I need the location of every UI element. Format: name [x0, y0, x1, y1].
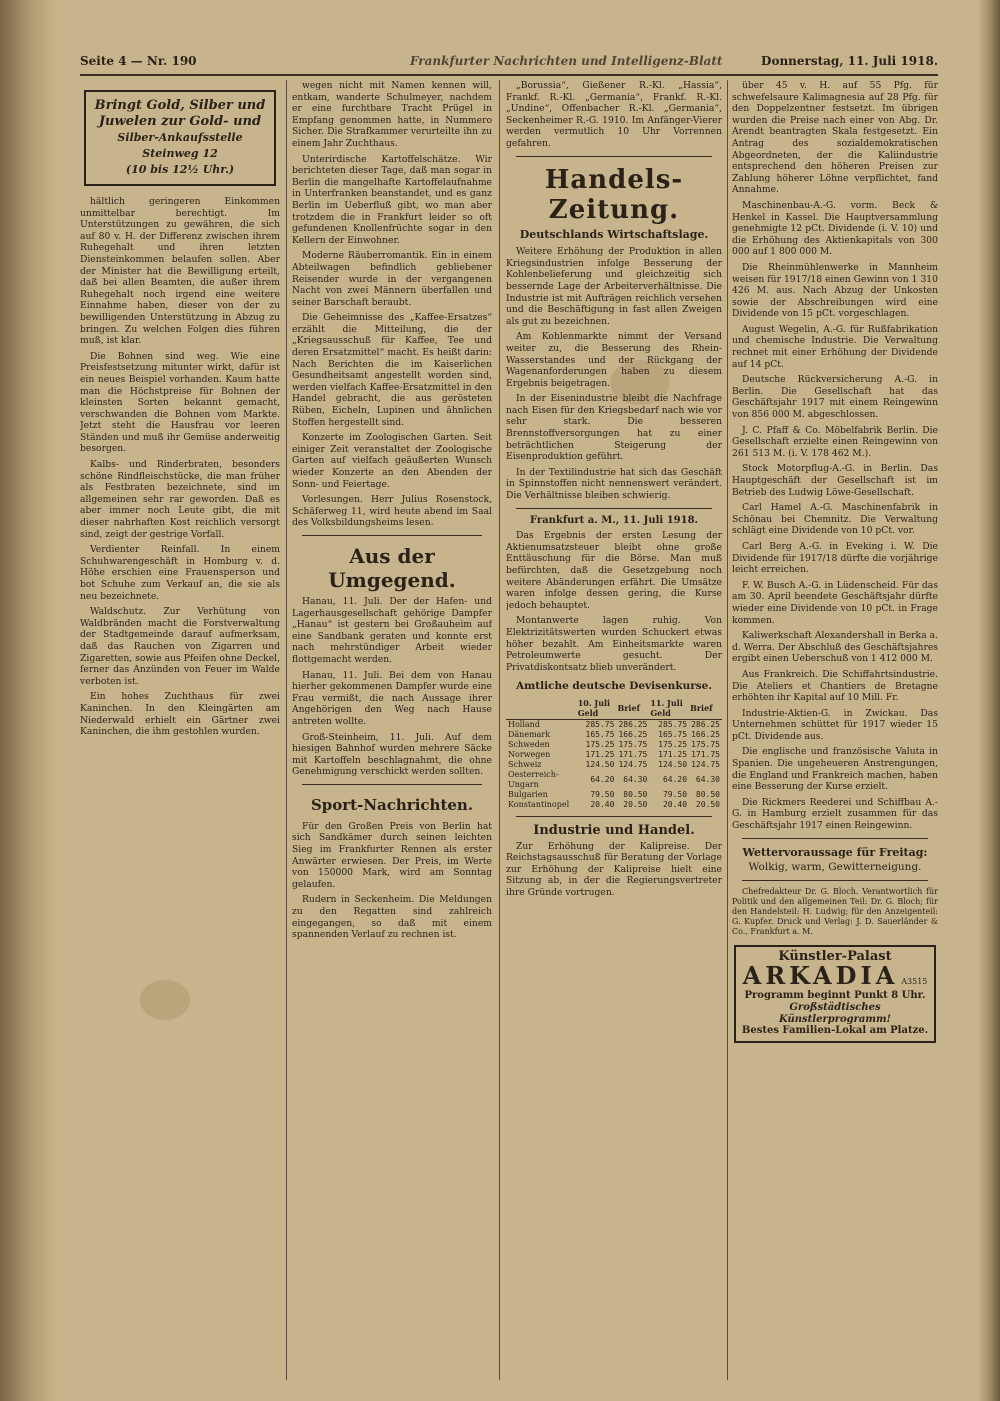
article-paragraph: hältlich geringeren Einkommen unmittelbar berechtigt. Im Unterstützungen zu gewähren, die sich auf 80 v. H. der Differenz zwischen ihrem Ruhegehalt und ihren letzten Diensteinkommen belaufen sollen. Aber der Minister hat die Bewilligung erteilt, daß bei allen Beamten, die außer ihrem Ruhegehalt noch irgend eine weitere Einnahme haben, dieser von der zu bewilligenden Unterstützung in Abzug zu bringen. Zu welchen Folgen dies führen muß, ist klar. [80, 196, 280, 347]
column-4 [732, 80, 938, 1380]
table-header [506, 697, 577, 720]
table-row [506, 730, 722, 740]
rate-cell: 124.50 [585, 759, 615, 769]
rate-cell: 171.75 [691, 749, 720, 759]
page-number: Seite 4 — Nr. 190 [80, 54, 197, 68]
article-paragraph: Verdienter Reinfall. In einem Schuhwarengeschäft in Homburg v. d. Höhe erschien eine Frauensperson und bot Schuhe zum Verkauf an, die sie als neu bezeichnete. [80, 544, 280, 602]
table-header: Brief [689, 697, 722, 720]
section-divider [516, 816, 712, 817]
section-divider [742, 838, 928, 839]
ad-line: (10 bis 12½ Uhr.) [125, 163, 235, 176]
section-heading-sport: Sport-Nachrichten. [310, 795, 474, 814]
currency-name-cell: Bulgarien [508, 789, 548, 799]
article-paragraph: Unterirdische Kartoffelschätze. Wir berichteten dieser Tage, daß man sogar in Berlin die mangelhafte Kartoffelaufnahme in Unterfranken beanstandet, und es ganz Berlin im Ueberfluß gibt, wo man aber trotzdem die in Frankfurt leider so oft gefundenen Knollenfrüchte sogar in den Kellern der Einwohner. [292, 153, 492, 246]
weather-forecast-title: Wettervoraussage für Freitag: [742, 845, 928, 859]
arkadia-line: Bestes Familien-Lokal am Platze. [741, 1025, 929, 1037]
article-paragraph: Maschinenbau-A.-G. vorm. Beck & Henkel in Kassel. Die Hauptversammlung genehmigte 12 pCt. Dividende (i. V. 10) und die Erhöhung des Aktienkapitals von 300 000 auf 1 800 000 M. [732, 199, 938, 258]
rate-cell: 165.75 [658, 729, 688, 739]
article-paragraph: Die Geheimnisse des „Kaffee-Ersatzes“ erzählt die Mitteilung, die der „Kriegsausschuß für Kaffee, Tee und deren Ersatzmittel“ macht. Es heißt darin: Nach Berichten die im Kaiserlichen Gesundheitsamt angestellt worden sind, werden vielfach Kaffee-Ersatzmittel in den Handel gebracht, die aus gerösteten Rüben, Eicheln, Lupinen und ähnlichen Stoffen hergestellt sind. [292, 312, 492, 428]
article-paragraph: F. W. Busch A.-G. in Lüdenscheid. Für das am 30. April beendete Geschäftsjahr dürfte wieder eine Dividende von 10 pCt. in Frage kommen. [732, 579, 938, 626]
rate-cell: 20.50 [623, 799, 648, 809]
arkadia-name: ARKADIA [742, 961, 899, 991]
rate-cell: 124.50 [658, 759, 688, 769]
section-divider [516, 508, 712, 509]
article-paragraph: Die Rheinmühlenwerke in Mannheim weisen für 1917/18 einen Gewinn von 1 310 426 M. aus. Nach Abzug der Unkosten sowie der Abschreibungen wird eine Dividende von 15 pCt. vorgeschlagen. [732, 261, 938, 320]
rate-cell: 80.50 [695, 789, 720, 799]
currency-name-cell: Dänemark [508, 729, 551, 739]
rate-cell: 80.50 [623, 789, 648, 799]
article-paragraph: Weitere Erhöhung der Produktion in allen Kriegsindustrien infolge Besserung der Kohlenbelieferung und gleichzeitig sich bessernde Lage der Arbeiterverhältnisse. Die Industrie ist mit Aufträgen reichlich versehen und die Beschäftigung in fast allen Zweigen als gut zu bezeichnen. [506, 246, 722, 327]
ad-line: Silber-Ankaufsstelle Steinweg 12 [117, 131, 243, 160]
rate-cell: 175.25 [585, 739, 615, 749]
rate-cell: 64.30 [695, 774, 720, 784]
rate-cell: 166.25 [691, 729, 720, 739]
rate-cell: 124.75 [691, 759, 720, 769]
article-paragraph: „Borussia“, Gießener R.-Kl. „Hassia“, Frankf. R.-Kl. „Germania“, Frankf. R.-Kl. „Undine“, Offenbacher R.-Kl. „Germania“, Seckenheimer R.-G. 1910. Im Anfänger-Vierer werden vermutlich 10 Uhr Vorrennen gefahren. [506, 80, 722, 149]
rate-cell: 286.25 [618, 719, 648, 729]
article-paragraph: Zur Erhöhung der Kalipreise. Der Reichstagsausschuß für Beratung der Vorlage zur Erhöhung der Kalipreise hielt eine Sitzung ab, in der die Regierungsvertreter ihre Gründe vortrugen. [506, 840, 722, 898]
rate-cell: 64.30 [623, 774, 648, 784]
ad-line: Bringt Gold, Silber und [94, 98, 266, 113]
article-paragraph: Carl Berg A.-G. in Eveking i. W. Die Dividende für 1917/18 dürfte die vorjährige leicht erreichen. [732, 540, 938, 576]
rate-cell: 165.75 [585, 729, 615, 739]
article-paragraph: Groß-Steinheim, 11. Juli. Auf dem hiesigen Bahnhof wurden mehrere Säcke mit Kartoffeln beschlagnahmt, die ohne Genehmigung verschickt werden sollten. [292, 731, 492, 778]
rate-cell: 171.75 [618, 749, 648, 759]
section-subheading: Deutschlands Wirtschaftslage. [519, 227, 709, 241]
article-paragraph: Vorlesungen. Herr Julius Rosenstock, Schäferweg 11, wird heute abend im Saal des Volksbildungsheims lesen. [292, 494, 492, 529]
rate-cell: 20.40 [590, 799, 615, 809]
devisen-table-body [506, 719, 722, 810]
section-divider [516, 156, 712, 157]
currency-name-cell: Schweden [508, 739, 550, 749]
arkadia-advertisement [734, 945, 936, 1043]
article-paragraph: Montanwerte lagen ruhig. Von Elektrizitätswerten wurden Schuckert etwas höher bezahlt. Am Einheitsmarkte waren Petroleumwerte gesucht. Der Privatdiskontsatz blieb unverändert. [506, 615, 722, 673]
table-header: 10. Juli Geld [577, 697, 617, 720]
rate-cell: 64.20 [590, 774, 615, 784]
page-header [80, 52, 938, 76]
gold-silver-advertisement [84, 90, 276, 186]
newspaper-title: Frankfurter Nachrichten und Intelligenz-Blatt [410, 54, 723, 68]
section-heading-umgegend: Aus der Umgegend. [328, 543, 456, 592]
table-row [506, 719, 722, 730]
article-paragraph: Kaliwerkschaft Alexandershall in Berka a. d. Werra. Der Abschluß des Geschäftsjahres ergibt einen Ueberschuß von 1 412 000 M. [732, 630, 938, 665]
article-paragraph: Konzerte im Zoologischen Garten. Seit einiger Zeit veranstaltet der Zoologische Garten auf vielfach geäußerten Wunsch wieder Konzerte an den Abenden der Sonn- und Feiertage. [292, 432, 492, 490]
article-paragraph: In der Textilindustrie hat sich das Geschäft in Spinnstoffen nicht nennenswert verändert. Die Verhältnisse bleiben schwierig. [506, 466, 722, 502]
editor-imprint: Chefredakteur Dr. G. Bloch. Verantwortlich für Politik und den allgemeinen Teil: Dr. G. Bloch; für den Handelsteil: H. Ludwig; für den Anzeigenteil: G. Kupfer. Druck und Verlag: J. D. Sauerländer & Co., Frankfurt a. M. [732, 886, 938, 936]
article-paragraph: Moderne Räuberromantik. Ein in einem Abteilwagen befindlich gebliebener Reisender wurde in der vergangenen Nacht von zwei Männern überfallen und seiner Barschaft beraubt. [292, 250, 492, 308]
rate-cell: 175.75 [691, 739, 720, 749]
rate-cell: 285.75 [658, 719, 688, 729]
rate-cell: 64.20 [662, 774, 688, 784]
article-paragraph: Industrie-Aktien-G. in Zwickau. Das Unternehmen schüttet für 1917 wieder 15 pCt. Dividende aus. [732, 707, 938, 742]
column-rule [727, 80, 728, 1380]
rate-cell: 20.50 [695, 799, 720, 809]
weather-forecast-text: Wolkig, warm, Gewitterneigung. [748, 861, 922, 874]
article-paragraph: Das Ergebnis der ersten Lesung der Aktienumsatzsteuer bleibt ohne große Enttäuschung für die Börse. Man muß befürchten, daß die Gesetzgebung noch weitere Abänderungen erfährt. Die Umsätze waren infolge dessen gering, die Kurse jedoch behauptet. [506, 530, 722, 611]
table-row [506, 750, 722, 760]
rate-cell: 285.75 [585, 719, 615, 729]
ad-line: Juwelen zur Gold- und [98, 114, 262, 129]
article-paragraph: Die Rickmers Reederei und Schiffbau A.-G. in Hamburg erzielt zusammen für das Geschäftsjahr 1917 einen Reingewinn. [732, 796, 938, 832]
section-divider [742, 880, 928, 881]
article-paragraph: Ein hohes Zuchthaus für zwei Kaninchen. In den Kleingärten am Niederwald erhielt ein Gärtner zwei Kaninchen, die ihm gestohlen wurden. [80, 691, 280, 738]
table-header: 11. Juli Geld [649, 697, 689, 720]
column-1 [80, 80, 280, 1380]
rate-cell: 79.50 [590, 789, 615, 799]
article-paragraph: In der Eisenindustrie bleibt die Nachfrage nach Eisen für den Kriegsbedarf nach wie vor sehr stark. Die besseren Brennstoffversorgungen hat zu einer beträchtlichen Steigerung der Eisenproduktion geführt. [506, 393, 722, 463]
currency-name-cell: Oesterreich-Ungarn [508, 769, 559, 789]
rate-cell: 286.25 [691, 719, 720, 729]
article-paragraph: Hanau, 11. Juli. Der der Hafen- und Lagerhausgesellschaft gehörige Dampfer „Hanau“ ist gestern bei Großauheim auf eine Sandbank geraten und konnte erst nach mehrstündiger Arbeit wieder flottgemacht werden. [292, 595, 492, 665]
article-paragraph: Die Bohnen sind weg. Wie eine Preisfestsetzung mitunter wirkt, dafür ist ein neues Beispiel vorhanden. Kaum hatte man die Höchstpreise für Bohnen der kleinsten Sorten bekannt gemacht, verschwanden die Bohnen vom Markte. Jetzt steht die Hausfrau vor leeren Ständen und muß ihr Gemüse anderweitig besorgen. [80, 350, 280, 455]
table-row [506, 740, 722, 750]
article-paragraph: Deutsche Rückversicherung A.-G. in Berlin. Die Gesellschaft hat das Geschäftsjahr 1917 mit einem Reingewinn von 856 000 M. abgeschlossen. [732, 374, 938, 421]
table-header-row [506, 697, 722, 720]
article-paragraph: Am Kohlenmarkte nimmt der Versand weiter zu, die Besserung des Rhein-Wasserstandes und der Rückgang der Wagenanforderungen haben zu diesem Ergebnis beigetragen. [506, 331, 722, 389]
table-row [506, 760, 722, 770]
article-paragraph: Aus Frankreich. Die Schiffahrtsindustrie. Die Ateliers et Chantiers de Bretagne erhöhten ihr Kapital auf 10 Mill. Fr. [732, 668, 938, 704]
column-rule [286, 80, 287, 1380]
arkadia-line: Programm beginnt Punkt 8 Uhr. [744, 990, 926, 1002]
rate-cell: 20.40 [662, 799, 688, 809]
currency-name-cell: Konstantinopel [508, 799, 570, 809]
rate-cell: 124.75 [618, 759, 648, 769]
devisen-table-title: Amtliche deutsche Devisenkurse. [515, 680, 713, 693]
rate-cell: 171.25 [585, 749, 615, 759]
article-paragraph: Rudern in Seckenheim. Die Meldungen zu den Regatten sind zahlreich eingegangen, so daß mit einem spannenden Verlauf zu rechnen ist. [292, 894, 492, 941]
table-header: Brief [616, 697, 649, 720]
article-paragraph: Stock Motorpflug-A.-G. in Berlin. Das Hauptgeschäft der Gesellschaft ist im Betrieb des Ludwig Löwe-Gesellschaft. [732, 463, 938, 498]
currency-name-cell: Holland [508, 719, 540, 729]
rate-cell: 79.50 [662, 789, 688, 799]
dateline: Frankfurt a. M., 11. Juli 1918. [529, 514, 699, 526]
column-2 [292, 80, 492, 1380]
article-paragraph: Waldschutz. Zur Verhütung von Waldbränden macht die Forstverwaltung der Stadtgemeinde darauf aufmerksam, daß das Rauchen von Zigarren und Zigaretten, sowie aus Pfeifen ohne Deckel, ferner das Anzünden von Feuer im Walde verboten ist. [80, 606, 280, 687]
column-3 [506, 80, 722, 1380]
page-binding-margin [0, 0, 58, 1401]
article-paragraph: Carl Hamel A.-G. Maschinenfabrik in Schönau bei Chemnitz. Die Verwaltung schlägt eine Dividende von 10 pCt. vor. [732, 502, 938, 537]
arkadia-phone: A3515 [901, 977, 928, 987]
article-paragraph: J. C. Pfaff & Co. Möbelfabrik Berlin. Die Gesellschaft erzielte einen Reingewinn von 261 513 M. (i. V. 178 462 M.). [732, 424, 938, 459]
article-paragraph: wegen nicht mit Namen kennen will, entkam, wanderte Schulmeyer, nachdem er eine furchtbare Tracht Prügel in Empfang genommen hatte, in Nummero Sicher. Die Strafkammer verurteilte ihn zu einem Jahr Zuchthaus. [292, 80, 492, 149]
arkadia-line: Großstädtisches Künstlerprogramm! [779, 1002, 891, 1025]
page-right-edge [978, 0, 1000, 1401]
article-paragraph: Hanau, 11. Juli. Bei dem von Hanau hierher gekommenen Dampfer wurde eine Frau vermißt, die nach Aussage ihrer Angehörigen den Weg nach Hause antreten wollte. [292, 669, 492, 727]
section-divider [302, 535, 482, 536]
rate-cell: 166.25 [618, 729, 648, 739]
section-heading-handels-zeitung: Handels-Zeitung. [544, 164, 684, 225]
section-divider [302, 784, 482, 785]
currency-name-cell: Schweiz [508, 759, 542, 769]
rate-cell: 171.25 [658, 749, 688, 759]
column-rule [499, 80, 500, 1380]
arkadia-name-row [740, 962, 930, 990]
article-paragraph: Die englische und französische Valuta in Spanien. Die ungeheueren Anstrengungen, die England und Frankreich machen, haben eine Besserung der Kurse erzielt. [732, 746, 938, 793]
rate-cell: 175.75 [618, 739, 648, 749]
table-row [506, 800, 722, 810]
arkadia-title: Künstler-Palast [778, 948, 892, 964]
article-paragraph: über 45 v. H. auf 55 Pfg. für schwefelsaure Kalimagnesia auf 28 Pfg. für den Doppelzentner festsetzt. Im übrigen wurden die Preise nach einer von Abg. Dr. Arendt beantragten Skala festgesetzt. Ein Antrag des sozialdemokratischen Abgeordneten, der die Kaliindustrie entsprechend den höheren Preisen zur Zahlung höherer Löhne verpflichtet, fand Annahme. [732, 80, 938, 196]
devisen-table [506, 697, 722, 810]
table-row [506, 790, 722, 800]
article-paragraph: Für den Großen Preis von Berlin hat sich Sandkämer durch seinen leichten Sieg im Frankfurter Rennen als erster Anwärter erwiesen. Der Preis, im Werte von 150000 Mark, wird am Sonntag gelaufen. [292, 820, 492, 890]
article-paragraph: Kalbs- und Rinderbraten, besonders schöne Rindfleischstücke, die man früher als Festbraten bezeichnete, sind im allgemeinen sehr rar geworden. Daß es aber immer noch Leute gibt, die mit dieser nahrhaften Kost reichlich versorgt sind, zeigt der gestrige Vorfall. [80, 459, 280, 540]
section-heading-industrie: Industrie und Handel. [533, 822, 695, 838]
rate-cell: 175.25 [658, 739, 688, 749]
currency-name-cell: Norwegen [508, 749, 551, 759]
table-row [506, 770, 722, 790]
article-paragraph: August Wegelin, A.-G. für Rußfabrikation und chemische Industrie. Die Verwaltung rechnet mit einer Erhöhung der Dividende auf 14 pCt. [732, 323, 938, 370]
issue-date: Donnerstag, 11. Juli 1918. [761, 54, 938, 68]
